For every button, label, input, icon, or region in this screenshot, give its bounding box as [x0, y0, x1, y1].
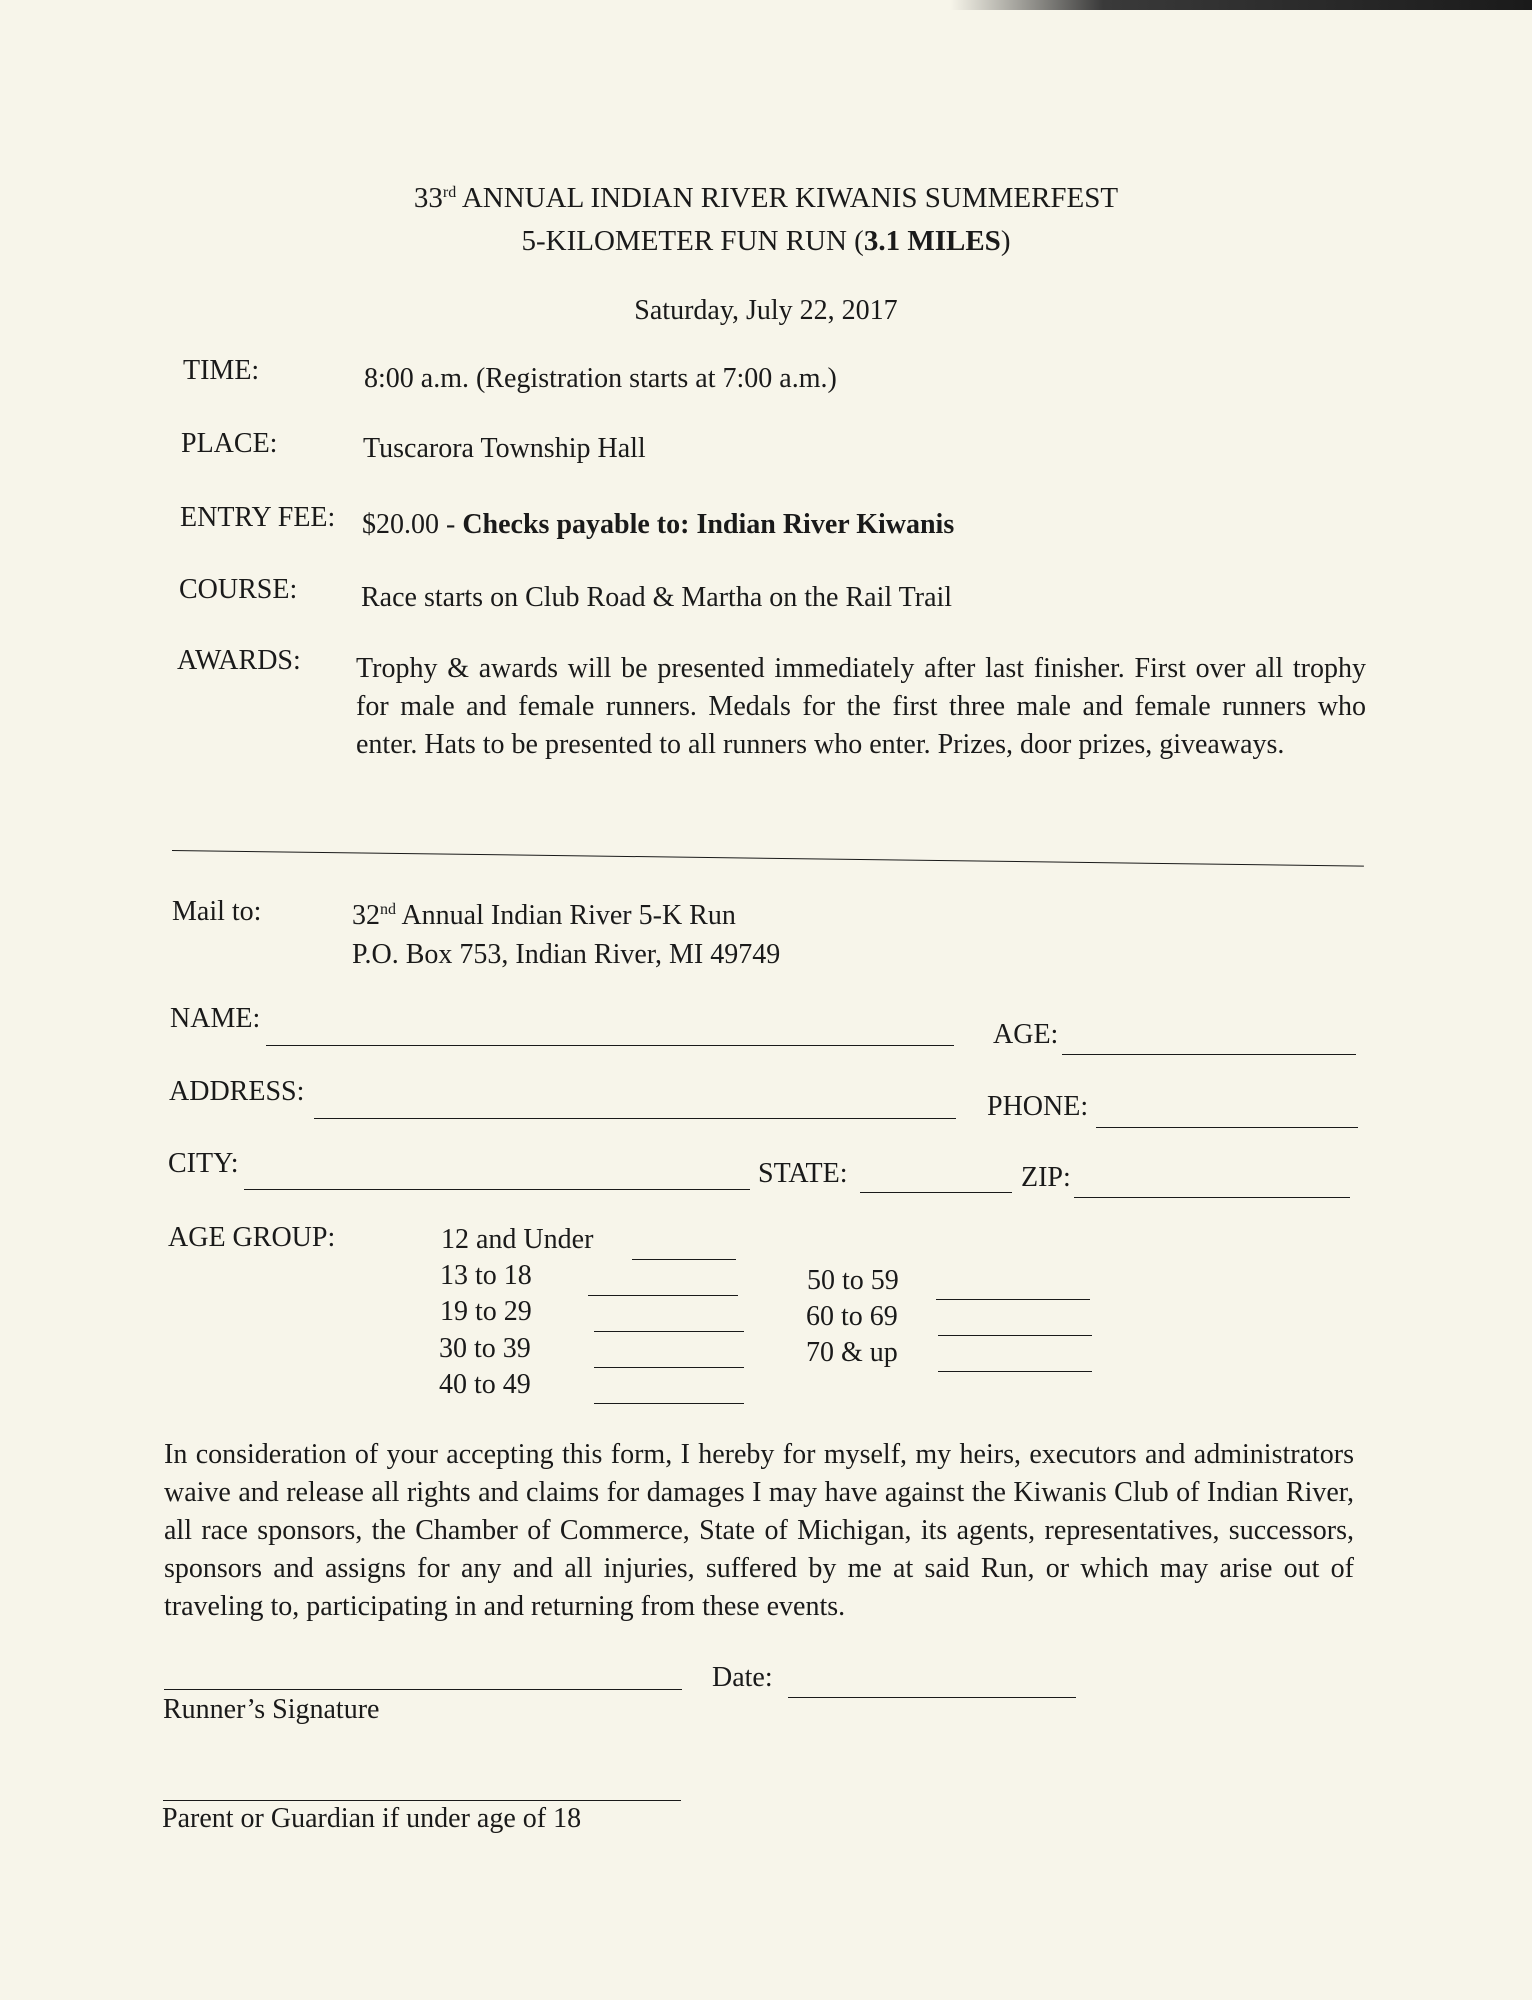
course-value: Race starts on Club Road & Martha on the Rail Trail	[361, 582, 953, 613]
mail-ordinal: 32	[352, 900, 380, 931]
city-field[interactable]	[244, 1189, 750, 1190]
mail-line-1	[352, 900, 736, 932]
title-ordinal-suffix: rd	[442, 184, 457, 201]
age-option-12-under: 12 and Under	[441, 1224, 594, 1255]
age-option-40-49: 40 to 49	[439, 1369, 531, 1400]
fee-amount: $20.00 -	[362, 509, 463, 540]
name-label: NAME:	[170, 1003, 261, 1034]
guardian-signature-label: Parent or Guardian if under age of 18	[162, 1803, 582, 1834]
age-option-30-39: 30 to 39	[439, 1333, 531, 1364]
waiver-text: In consideration of your accepting this form, I hereby for myself, my heirs, executors and administrators waive and release all rights and claims for damages I may have against the Kiwanis Club of Indian River, all race sponsors, the Chamber of Commerce, State of Michigan, its agents, representatives, successors, sponsors and assigns for any and all injuries, suffered by me at said Run, or which may arise out of traveling to, participating in and returning from these events.	[164, 1439, 1354, 1622]
time-label: TIME:	[183, 355, 260, 386]
age-50-59-blank[interactable]	[936, 1299, 1090, 1300]
entry-fee-value	[362, 509, 954, 541]
event-subtitle	[0, 225, 1532, 258]
date-label: Date:	[712, 1662, 773, 1693]
age-option-19-29: 19 to 29	[440, 1296, 532, 1327]
event-date: Saturday, July 22, 2017	[634, 295, 898, 326]
state-label: STATE:	[758, 1158, 848, 1189]
entry-fee-label: ENTRY FEE:	[180, 502, 336, 533]
fee-payable-to: Checks payable to: Indian River Kiwanis	[462, 509, 955, 540]
runner-signature-field[interactable]	[164, 1689, 682, 1690]
place-label: PLACE:	[181, 428, 278, 459]
subtitle-close: )	[1000, 225, 1011, 257]
title-ordinal: 33	[413, 182, 443, 214]
mail-event-name: Annual Indian River 5-K Run	[396, 900, 736, 931]
zip-field[interactable]	[1074, 1197, 1350, 1198]
phone-field[interactable]	[1096, 1127, 1358, 1128]
age-13-18-blank[interactable]	[588, 1295, 738, 1296]
subtitle-distance: 3.1 MILES	[863, 225, 1001, 257]
mail-label: Mail to:	[172, 896, 262, 927]
event-title	[0, 182, 1532, 215]
age-group-label: AGE GROUP:	[168, 1222, 336, 1253]
age-option-60-69: 60 to 69	[806, 1301, 898, 1332]
age-field[interactable]	[1062, 1054, 1356, 1055]
subtitle-text: 5-KILOMETER FUN RUN (	[521, 225, 864, 257]
runner-signature-label: Runner’s Signature	[163, 1694, 380, 1725]
guardian-signature-field[interactable]	[163, 1800, 681, 1801]
phone-label: PHONE:	[987, 1091, 1089, 1122]
age-option-50-59: 50 to 59	[807, 1265, 899, 1296]
state-field[interactable]	[860, 1192, 1012, 1193]
age-40-49-blank[interactable]	[594, 1403, 744, 1404]
mail-ordinal-suffix: nd	[380, 901, 396, 918]
awards-label: AWARDS:	[177, 645, 301, 676]
age-60-69-blank[interactable]	[938, 1335, 1092, 1336]
age-70-up-blank[interactable]	[938, 1371, 1092, 1372]
city-label: CITY:	[168, 1148, 239, 1179]
time-value: 8:00 a.m. (Registration starts at 7:00 a.m.)	[364, 363, 837, 394]
course-label: COURSE:	[179, 574, 298, 605]
scan-edge-shadow	[0, 0, 1532, 10]
title-text: ANNUAL INDIAN RIVER KIWANIS SUMMERFEST	[456, 182, 1119, 214]
age-option-13-18: 13 to 18	[440, 1260, 532, 1291]
place-value: Tuscarora Township Hall	[363, 433, 646, 464]
date-field[interactable]	[788, 1697, 1076, 1698]
section-divider	[172, 850, 1364, 867]
age-30-39-blank[interactable]	[594, 1367, 744, 1368]
age-option-70-up: 70 & up	[806, 1337, 898, 1368]
address-label: ADDRESS:	[169, 1076, 305, 1107]
awards-value: Trophy & awards will be presented immediately after last finisher. First over all trophy for male and female runners. Medals for the first three male and female runners who enter. Hats to be presented to all runners who enter. Prizes, door prizes, giveaways.	[356, 653, 1366, 760]
name-field[interactable]	[266, 1045, 954, 1046]
zip-label: ZIP:	[1021, 1162, 1071, 1193]
age-19-29-blank[interactable]	[594, 1331, 744, 1332]
age-label: AGE:	[993, 1019, 1059, 1050]
mail-line-2: P.O. Box 753, Indian River, MI 49749	[352, 939, 781, 970]
age-12-under-blank[interactable]	[632, 1259, 736, 1260]
address-field[interactable]	[314, 1118, 956, 1119]
